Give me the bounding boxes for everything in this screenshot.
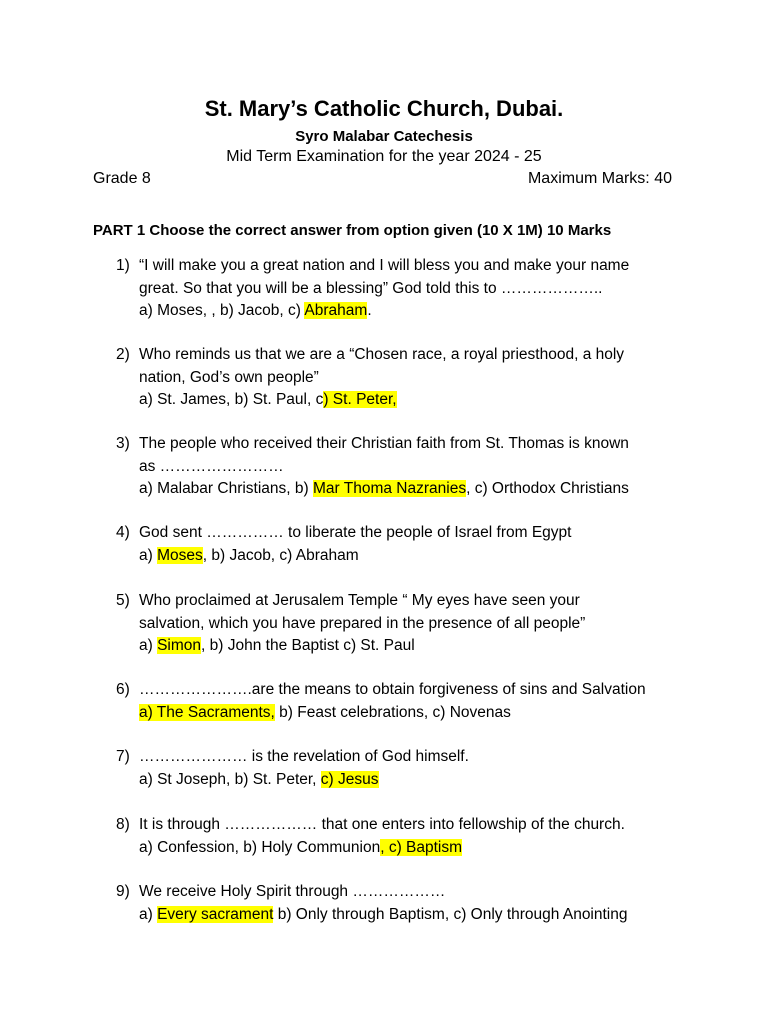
correct-answer-highlight: Mar Thoma Nazranies [313,480,467,497]
question-text: It is through ……………… that one enters into fellowship of the church. [139,816,625,833]
page-title: St. Mary’s Catholic Church, Dubai. [204,96,564,121]
question-number: 9) [116,883,130,900]
question-text: We receive Holy Spirit through ……………… [139,883,446,900]
question-number: 3) [116,435,130,452]
part1-heading: PART 1 Choose the correct answer from option given (10 X 1M) 10 Marks [93,222,612,239]
question-text: as …………………… [139,457,284,475]
question-text: Who proclaimed at Jerusalem Temple “ My eyes have seen your [139,592,580,609]
option-text: a) Moses, , b) Jacob, c) [139,302,305,319]
answer-options [139,904,628,927]
question-number: 2) [116,346,130,363]
option-text: b) Feast celebrations, c) Novenas [274,703,511,721]
question-text: ………………… is the revelation of God himself. [139,748,469,765]
correct-answer-highlight: c) Jesus [320,770,379,788]
answer-options [139,300,372,323]
question-text: great. So that you will be a blessing” God told this to ……………….. [139,279,603,297]
question-number: 7) [116,748,130,765]
option-text: b) Only through Baptism, c) Only through Anointing [273,905,628,923]
question-text: salvation, which you have prepared in the presence of all people” [139,614,586,632]
question-text: God sent …………… to liberate the people of Israel from Egypt [139,524,572,541]
question-text: “I will make you a great nation and I will bless you and make your name [139,257,630,274]
option-text: , b) Jacob, c) Abraham [202,546,359,564]
correct-answer-highlight: a) The Sacraments, [139,703,275,721]
answer-options [139,769,379,792]
question-text: The people who received their Christian faith from St. Thomas is known [139,435,629,452]
question-number: 5) [116,592,130,609]
grade-label: Grade 8 [93,170,151,187]
question-number: 1) [116,257,130,274]
question-number: 4) [116,524,130,541]
correct-answer-highlight: , c) Baptism [380,838,463,856]
correct-answer-highlight: Moses [157,546,203,564]
option-text: a) St Joseph, b) St. Peter, [139,770,321,788]
correct-answer-highlight: Abraham [304,302,368,319]
page-subtitle: Syro Malabar Catechesis [295,128,473,145]
question-text: Who reminds us that we are a “Chosen race, a royal priesthood, a holy [139,346,625,363]
max-marks-label: Maximum Marks: 40 [527,170,672,187]
option-text: . [367,302,372,319]
answer-options [139,545,359,568]
option-text: , c) Orthodox Christians [466,480,629,497]
correct-answer-highlight: Simon [157,637,202,654]
option-text: a) [139,546,158,564]
exam-name: Mid Term Examination for the year 2024 - 25 [226,148,542,165]
correct-answer-highlight: ) St. Peter, [323,391,397,408]
question-text: ………………….are the means to obtain forgiveness of sins and Salvation [139,681,646,698]
option-text: a) [139,905,158,923]
option-text: a) St. James, b) St. Paul, c [139,391,324,408]
correct-answer-highlight: Every sacrament [157,905,274,923]
option-text: a) Confession, b) Holy Communion [139,838,381,856]
option-text: a) [139,637,158,654]
question-text: nation, God’s own people” [139,368,319,386]
question-number: 6) [116,681,130,698]
option-text: a) Malabar Christians, b) [139,480,314,497]
answer-options [139,702,511,725]
answer-options [139,837,462,860]
answer-options [139,389,397,412]
option-text: , b) John the Baptist c) St. Paul [201,637,415,654]
answer-options [139,478,629,501]
answer-options [139,635,415,658]
question-number: 8) [116,816,130,833]
